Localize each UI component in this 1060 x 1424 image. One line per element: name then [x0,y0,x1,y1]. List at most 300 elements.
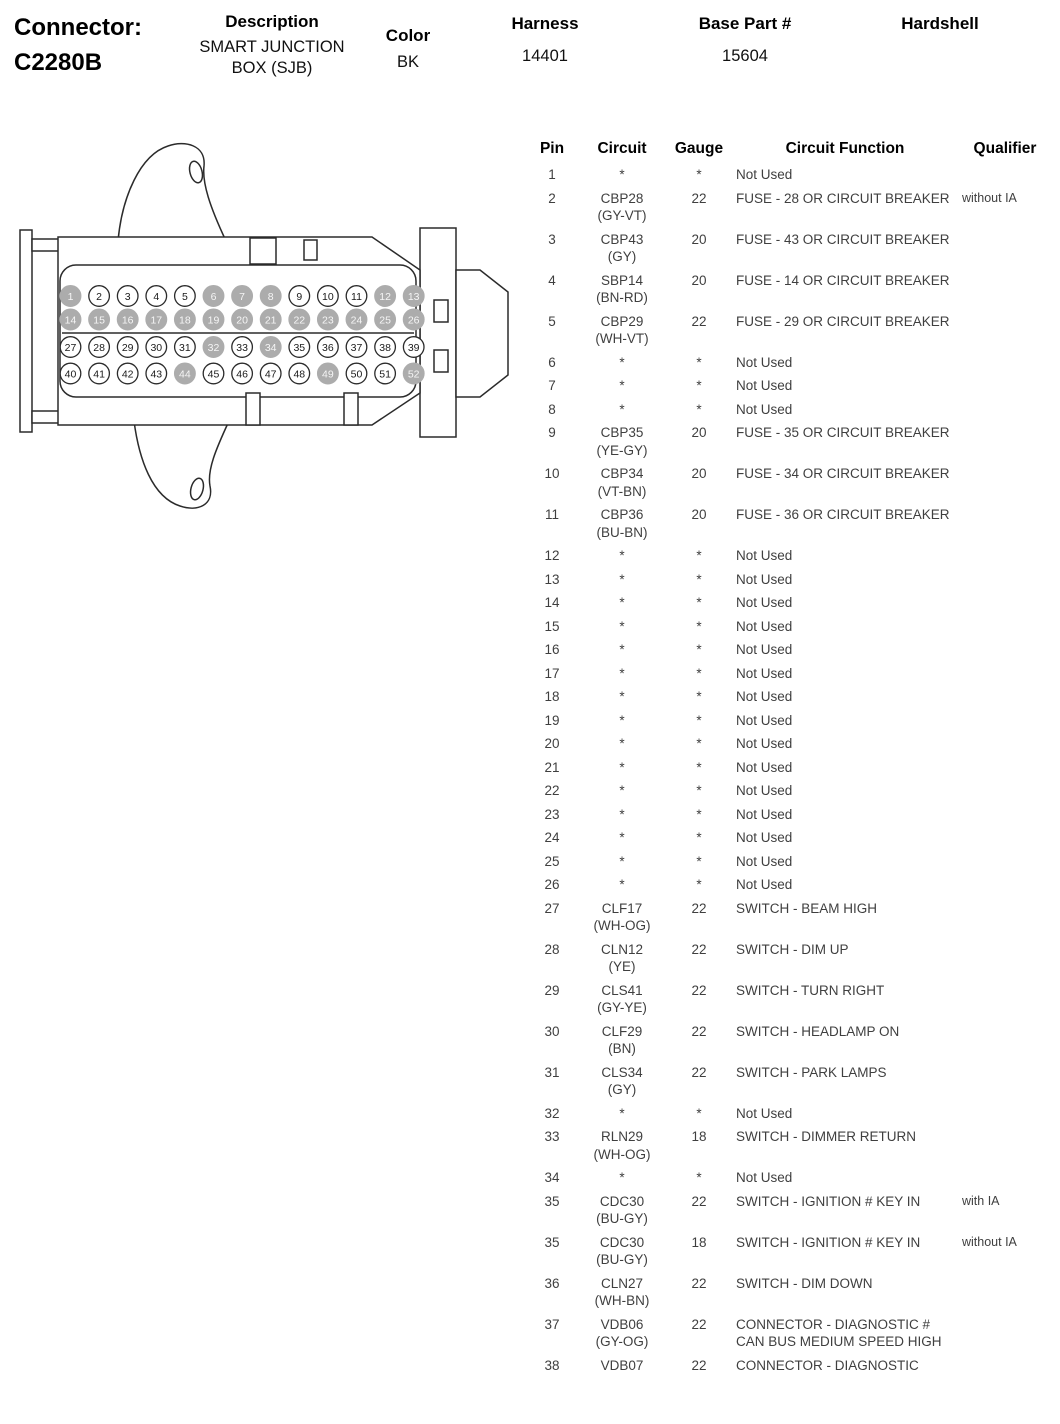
color-block [372,26,444,72]
qualifier-cell [960,377,1050,401]
harness-value: 14401 [522,47,568,65]
circuit-function-cell: SWITCH - DIM DOWN [736,1275,873,1291]
table-row [528,424,1050,465]
latch-slot-lower [434,350,448,372]
qualifier-cell [960,1316,1050,1357]
gauge-cell: 22 [691,1357,707,1373]
table-row [528,594,1050,618]
pin-number: 4 [153,290,160,303]
table-row [528,1357,1050,1381]
pin-cell: 27 [544,900,560,916]
circuit-function-cell: FUSE - 43 OR CIRCUIT BREAKER [736,231,950,247]
pin-number: 40 [64,368,77,381]
gauge-cell: * [696,378,702,393]
table-row [528,1234,1050,1275]
table-row [528,806,1050,830]
gauge-cell: * [696,736,702,751]
pin-cell: 9 [548,425,556,440]
circuit-cell: * [619,783,625,798]
bottom-slot-right [344,393,358,425]
qualifier-cell [960,465,1050,506]
gauge-cell: * [696,595,702,610]
pin-number: 49 [322,368,334,381]
color-label: Color [385,26,431,45]
pin-number: 26 [407,314,420,327]
gauge-cell: * [696,853,702,869]
gauge-cell: 22 [691,1316,707,1332]
qualifier-cell: without IA [962,190,1017,205]
circuit-cell: * [619,378,625,393]
circuit-function-cell: Not Used [736,1170,793,1185]
qualifier-cell [960,688,1050,712]
pin-number: 39 [407,341,420,354]
description-value: SMART JUNCTION BOX (SJB) [199,38,345,77]
table-row [528,982,1050,1023]
circuit-cell: * [619,354,625,370]
circuit-cell: * [619,806,625,822]
pin-cell: 19 [544,712,560,728]
circuit-function-cell: Not Used [736,642,793,657]
table-row [528,1193,1050,1234]
pin-cell: 1 [548,167,556,182]
pin-number: 8 [267,290,274,303]
col-header-qualifier: Qualifier [973,140,1037,157]
gauge-cell: * [696,167,702,182]
circuit-cell: CLN27 (WH-BN) [594,1275,650,1308]
pin-number: 45 [207,368,220,381]
pin-cell: 22 [544,783,560,798]
pin-number: 25 [379,314,391,327]
gauge-cell: 18 [691,1129,707,1144]
gauge-cell: 22 [691,982,707,998]
pin-number: 16 [121,314,134,327]
pin-cell: 17 [544,665,560,681]
pin-number: 18 [179,314,191,327]
circuit-function-cell: Not Used [736,712,793,728]
gauge-cell: * [696,571,702,587]
circuit-function-cell: SWITCH - DIM UP [736,941,849,957]
pin-number: 41 [93,368,105,381]
qualifier-cell [960,166,1050,190]
table-row [528,465,1050,506]
qualifier-cell [960,782,1050,806]
pin-number: 29 [121,341,134,354]
table-row [528,1169,1050,1193]
circuit-cell: * [619,618,625,634]
qualifier-cell [960,712,1050,736]
pin-number: 52 [407,368,420,381]
latch-slot-upper [434,300,448,322]
circuit-cell: CDC30 (BU-GY) [596,1193,648,1226]
circuit-cell: * [619,665,625,681]
pin-cell: 12 [544,548,560,563]
pin-cell: 33 [544,1129,560,1144]
pinout-table-body [528,166,1050,1380]
col-header-circuit: Circuit [597,140,647,157]
gauge-cell: 20 [691,272,707,288]
circuit-function-cell: FUSE - 14 OR CIRCUIT BREAKER [736,272,950,288]
circuit-cell: * [619,877,625,892]
circuit-cell: * [619,853,625,869]
table-row [528,829,1050,853]
gauge-cell: * [696,712,702,728]
base-part-label: Base Part # [698,14,792,33]
pin-cell: 37 [544,1316,560,1332]
table-row [528,1064,1050,1105]
pin-number: 7 [239,290,246,303]
table-row [528,853,1050,877]
table-row [528,876,1050,900]
circuit-function-cell: CONNECTOR - DIAGNOSTIC # CAN BUS MEDIUM SPEED HIGH [736,1316,942,1349]
table-row [528,900,1050,941]
circuit-function-cell: Not Used [736,1105,793,1121]
hardshell-block [880,14,1000,34]
circuit-function-cell: SWITCH - TURN RIGHT [736,982,885,998]
circuit-cell: * [619,689,625,704]
gauge-cell: * [696,759,702,775]
circuit-cell: CLS34 (GY) [601,1064,643,1097]
qualifier-cell [960,806,1050,830]
description-label: Description [225,12,319,31]
mounting-bracket [20,230,60,432]
circuit-function-cell: Not Used [736,853,793,869]
table-row [528,641,1050,665]
qualifier-cell: without IA [962,1234,1017,1249]
pin-number: 21 [264,314,277,327]
pin-number: 37 [350,341,363,354]
qualifier-cell [960,735,1050,759]
table-row [528,1316,1050,1357]
table-row [528,688,1050,712]
pin-cell: 15 [544,618,560,634]
circuit-cell: RLN29 (WH-OG) [593,1129,651,1162]
pin-cell: 28 [544,941,560,957]
qualifier-cell [960,1105,1050,1129]
pin-cell: 20 [544,736,560,751]
pin-number: 33 [236,341,248,354]
pin-number: 22 [293,314,306,327]
qualifier-cell [960,1357,1050,1381]
qualifier-cell [960,1064,1050,1105]
circuit-cell: CBP35 (YE-GY) [596,425,648,458]
base-part-value: 15604 [722,47,768,65]
qualifier-cell [960,571,1050,595]
gauge-cell: * [696,783,702,798]
table-row [528,506,1050,547]
gauge-cell: * [696,354,702,370]
circuit-cell: * [619,830,625,845]
circuit-cell: VDB06 (GY-OG) [595,1316,649,1349]
circuit-function-cell: Not Used [736,877,793,892]
pin-number: 50 [350,368,363,381]
gauge-cell: * [696,1105,702,1121]
circuit-function-cell: SWITCH - HEADLAMP ON [736,1023,900,1039]
connector-diagram [0,135,530,515]
circuit-cell: CLF17 (WH-OG) [593,900,651,933]
pin-number: 17 [150,314,163,327]
pin-cell: 13 [544,571,560,587]
pin-number: 13 [407,290,420,303]
qualifier-cell [960,900,1050,941]
gauge-cell: 20 [691,231,707,247]
pin-number: 20 [236,314,248,327]
qualifier-cell: with IA [962,1193,1000,1208]
pin-number: 35 [293,341,306,354]
pin-number: 23 [322,314,334,327]
table-row [528,547,1050,571]
harness-block [480,14,610,66]
qualifier-cell [960,401,1050,425]
table-row [528,354,1050,378]
circuit-cell: * [619,736,625,751]
circuit-function-cell: CONNECTOR - DIAGNOSTIC [736,1357,919,1373]
gauge-cell: 22 [691,313,707,329]
pin-number: 15 [93,314,105,327]
pin-cell: 34 [544,1170,560,1185]
table-row [528,759,1050,783]
connector-label: Connector: [14,14,142,41]
circuit-function-cell: Not Used [736,736,793,751]
circuit-cell: * [619,595,625,610]
pin-number: 12 [379,290,391,303]
gauge-cell: * [696,1170,702,1185]
qualifier-cell [960,424,1050,465]
pin-number: 6 [210,290,217,303]
pin-number: 27 [64,341,77,354]
pin-number: 5 [181,290,188,303]
gauge-cell: 20 [691,507,707,522]
qualifier-cell [960,547,1050,571]
gauge-cell: * [696,618,702,634]
gauge-cell: 22 [691,190,707,206]
qualifier-cell [960,665,1050,689]
circuit-function-cell: Not Used [736,759,793,775]
circuit-function-cell: FUSE - 35 OR CIRCUIT BREAKER [736,425,950,440]
circuit-cell: VDB07 [600,1357,644,1373]
pin-number: 43 [150,368,163,381]
circuit-cell: * [619,167,625,182]
pin-cell: 35 [544,1193,560,1209]
circuit-function-cell: SWITCH - IGNITION # KEY IN [736,1193,921,1209]
circuit-function-cell: FUSE - 36 OR CIRCUIT BREAKER [736,507,950,522]
circuit-cell: * [619,642,625,657]
pin-cell: 30 [544,1023,560,1039]
key-slot-small [304,240,317,260]
pin-cell: 14 [544,595,560,610]
pin-cell: 18 [544,689,560,704]
circuit-function-cell: FUSE - 28 OR CIRCUIT BREAKER [736,190,950,206]
gauge-cell: 22 [691,1193,707,1209]
gauge-cell: 22 [691,1275,707,1291]
pin-number: 32 [207,341,220,354]
table-row [528,272,1050,313]
key-slot-large [250,238,276,264]
circuit-function-cell: SWITCH - IGNITION # KEY IN [736,1234,921,1250]
circuit-cell: CBP29 (WH-VT) [595,313,649,346]
circuit-cell: * [619,571,625,587]
pin-cell: 10 [544,466,560,481]
pin-number: 44 [179,368,191,381]
qualifier-cell [960,594,1050,618]
circuit-function-cell: Not Used [736,783,793,798]
bottom-wing [134,421,229,508]
pin-cell: 3 [548,231,556,247]
table-row [528,1105,1050,1129]
table-row [528,190,1050,231]
pin-cell: 2 [548,190,556,206]
pin-number: 19 [207,314,220,327]
circuit-function-cell: Not Used [736,689,793,704]
gauge-cell: 20 [691,425,707,440]
circuit-function-cell: FUSE - 29 OR CIRCUIT BREAKER [736,313,950,329]
pin-number: 14 [64,314,77,327]
gauge-cell: 22 [691,900,707,916]
qualifier-cell [960,313,1050,354]
circuit-cell: CBP36 (BU-BN) [596,507,648,540]
table-row [528,1128,1050,1169]
pin-number: 9 [296,290,303,303]
circuit-cell: CLN12 (YE) [600,941,644,974]
pin-cell: 38 [544,1357,560,1373]
circuit-cell: CBP28 (GY-VT) [597,190,647,223]
pin-number: 30 [150,341,163,354]
pin-number: 1 [67,290,74,303]
circuit-cell: * [619,712,625,728]
circuit-function-cell: Not Used [736,378,793,393]
gauge-cell: * [696,806,702,822]
gauge-cell: * [696,877,702,892]
harness-label: Harness [511,14,579,33]
pin-cell: 25 [544,853,560,869]
circuit-function-cell: Not Used [736,665,793,681]
table-row [528,231,1050,272]
pin-number: 46 [236,368,248,381]
qualifier-cell [960,506,1050,547]
pin-cell: 6 [548,354,556,370]
pin-number: 3 [124,290,131,303]
circuit-function-cell: SWITCH - DIMMER RETURN [736,1129,916,1144]
circuit-function-cell: SWITCH - BEAM HIGH [736,900,877,916]
qualifier-cell [960,1023,1050,1064]
gauge-cell: 22 [691,1064,707,1080]
gauge-cell: * [696,401,702,417]
pin-cell: 36 [544,1275,560,1291]
gauge-cell: * [696,548,702,563]
pin-cell: 26 [544,877,560,892]
pin-number: 28 [93,341,105,354]
qualifier-cell [960,759,1050,783]
qualifier-cell [960,618,1050,642]
pin-cell: 5 [548,313,556,329]
qualifier-cell [960,272,1050,313]
circuit-cell: * [619,1105,625,1121]
circuit-cell: CDC30 (BU-GY) [596,1234,648,1267]
pin-cell: 11 [544,507,559,522]
gauge-cell: * [696,642,702,657]
table-row [528,735,1050,759]
pin-number: 11 [351,290,362,303]
circuit-function-cell: SWITCH - PARK LAMPS [736,1064,887,1080]
circuit-cell: CBP34 (VT-BN) [597,466,647,499]
pin-cell: 24 [544,830,560,845]
pin-cell: 23 [544,806,560,822]
table-row [528,782,1050,806]
table-header-row [528,140,1050,166]
pin-cell: 35 [544,1234,560,1250]
circuit-function-cell: Not Used [736,548,793,563]
pin-number: 47 [264,368,277,381]
qualifier-cell [960,941,1050,982]
qualifier-cell [960,354,1050,378]
table-row [528,1275,1050,1316]
description-block [183,12,361,79]
qualifier-cell [960,1169,1050,1193]
gauge-cell: 18 [691,1234,707,1250]
table-row [528,377,1050,401]
circuit-function-cell: Not Used [736,354,793,370]
hardshell-label: Hardshell [901,14,979,33]
pin-cell: 7 [548,378,556,393]
table-row [528,571,1050,595]
pin-number: 2 [96,290,103,303]
circuit-function-cell: Not Used [736,618,793,634]
pin-cell: 16 [544,642,560,657]
connector-title [14,10,142,80]
qualifier-cell [960,982,1050,1023]
qualifier-cell [960,1275,1050,1316]
circuit-cell: * [619,759,625,775]
pin-number: 36 [322,341,334,354]
connector-id: C2280B [14,49,103,76]
pin-number: 51 [379,368,391,381]
table-row [528,712,1050,736]
table-row [528,941,1050,982]
table-row [528,313,1050,354]
circuit-cell: CBP43 (GY) [600,231,644,264]
circuit-function-cell: Not Used [736,830,793,845]
gauge-cell: 22 [691,941,707,957]
pin-number: 24 [350,314,363,327]
circuit-function-cell: Not Used [736,167,793,182]
pin-cell: 8 [548,401,556,417]
table-row [528,618,1050,642]
color-value: BK [396,53,419,71]
qualifier-cell [960,829,1050,853]
right-nose [456,270,508,397]
gauge-cell: * [696,689,702,704]
pin-number: 10 [322,290,334,303]
qualifier-cell [960,853,1050,877]
circuit-cell: * [619,401,625,417]
gauge-cell: 20 [691,466,707,481]
gauge-cell: * [696,830,702,845]
col-header-circuit-function: Circuit Function [785,140,905,157]
pinout-table [528,140,1050,1380]
circuit-cell: * [619,1170,625,1185]
circuit-function-cell: FUSE - 34 OR CIRCUIT BREAKER [736,466,950,481]
pin-number: 48 [293,368,306,381]
pin-number: 42 [121,368,134,381]
table-row [528,1023,1050,1064]
table-row [528,166,1050,190]
pin-cell: 32 [544,1105,560,1121]
circuit-function-cell: Not Used [736,401,793,417]
bottom-slot-left [246,393,260,425]
circuit-cell: CLS41 (GY-YE) [597,982,647,1015]
base-part-block [675,14,815,66]
top-wing [118,144,226,241]
gauge-cell: * [696,665,702,681]
